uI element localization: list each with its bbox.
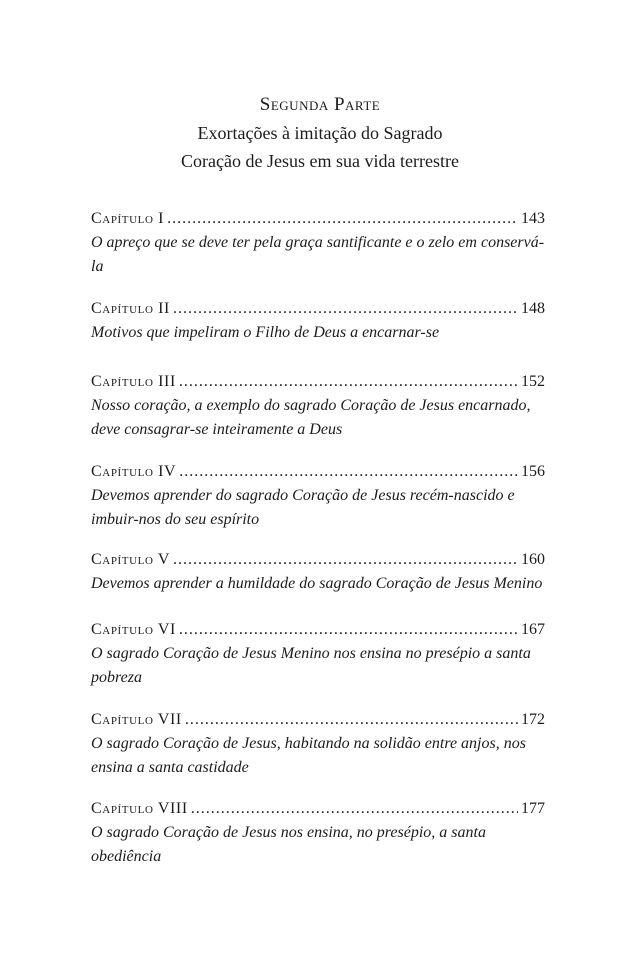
chapter-label: Capítulo VI [91, 621, 176, 638]
toc-entry-heading [91, 708, 545, 732]
dot-leader [179, 460, 518, 484]
part-subtitle-line-2: Coração de Jesus em sua vida terrestre [181, 151, 459, 171]
toc-entry-heading [91, 548, 545, 572]
toc-entry-chapter-4 [91, 460, 545, 532]
chapter-description: O sagrado Coração de Jesus, habitando na solidão entre anjos, nos ensina a santa castidade [91, 735, 526, 776]
part-subtitle-line-1: Exortações à imitação do Sagrado [197, 123, 443, 143]
toc-entry-heading [91, 297, 545, 321]
page-number: 160 [521, 551, 545, 568]
toc-entry-chapter-8 [91, 797, 545, 869]
chapter-description: Devemos aprender a humildade do sagrado Coração de Jesus Menino [91, 575, 543, 592]
chapter-label: Capítulo III [91, 373, 176, 390]
toc-entry-chapter-7 [91, 708, 545, 780]
toc-entry-chapter-3 [91, 370, 545, 442]
toc-entry-chapter-2 [91, 297, 545, 345]
chapter-description: Devemos aprender do sagrado Coração de Jesus recém-nascido e imbuir-nos do seu espírito [91, 487, 515, 528]
toc-entry-heading [91, 618, 545, 642]
chapter-description: O sagrado Coração de Jesus nos ensina, no presépio, a santa obediência [91, 824, 486, 865]
toc-entry-heading [91, 370, 545, 394]
page-number: 156 [521, 463, 545, 480]
dot-leader [173, 297, 518, 321]
toc-entry-heading [91, 797, 545, 821]
dot-leader [173, 548, 518, 572]
page-number: 177 [521, 800, 545, 817]
chapter-label: Capítulo II [91, 300, 170, 317]
dot-leader [179, 370, 518, 394]
chapter-label: Capítulo V [91, 551, 170, 568]
chapter-description: O sagrado Coração de Jesus Menino nos ensina no presépio a santa pobreza [91, 645, 531, 686]
toc-entry-heading [91, 207, 545, 231]
toc-entry-chapter-5 [91, 548, 545, 596]
dot-leader [191, 797, 518, 821]
toc-entry-heading [91, 460, 545, 484]
section-header [0, 92, 640, 174]
chapter-label: Capítulo VII [91, 711, 182, 728]
part-title: Segunda Parte [259, 94, 381, 115]
page-number: 148 [521, 300, 545, 317]
page-number: 143 [521, 210, 545, 227]
toc-entry-chapter-6 [91, 618, 545, 690]
chapter-description: Motivos que impeliram o Filho de Deus a encarnar-se [91, 324, 440, 341]
chapter-description: O apreço que se deve ter pela graça santificante e o zelo em conservá-la [91, 234, 545, 275]
page-number: 152 [521, 373, 545, 390]
dot-leader [167, 207, 518, 231]
chapter-description: Nosso coração, a exemplo do sagrado Coração de Jesus encarnado, deve consagrar-se inteiramente a Deus [91, 397, 531, 438]
chapter-label: Capítulo IV [91, 463, 177, 480]
dot-leader [179, 618, 518, 642]
chapter-label: Capítulo I [91, 210, 165, 227]
page-number: 172 [521, 711, 545, 728]
page-number: 167 [521, 621, 545, 638]
chapter-label: Capítulo VIII [91, 800, 188, 817]
dot-leader [185, 708, 518, 732]
toc-entry-chapter-1 [91, 207, 545, 279]
